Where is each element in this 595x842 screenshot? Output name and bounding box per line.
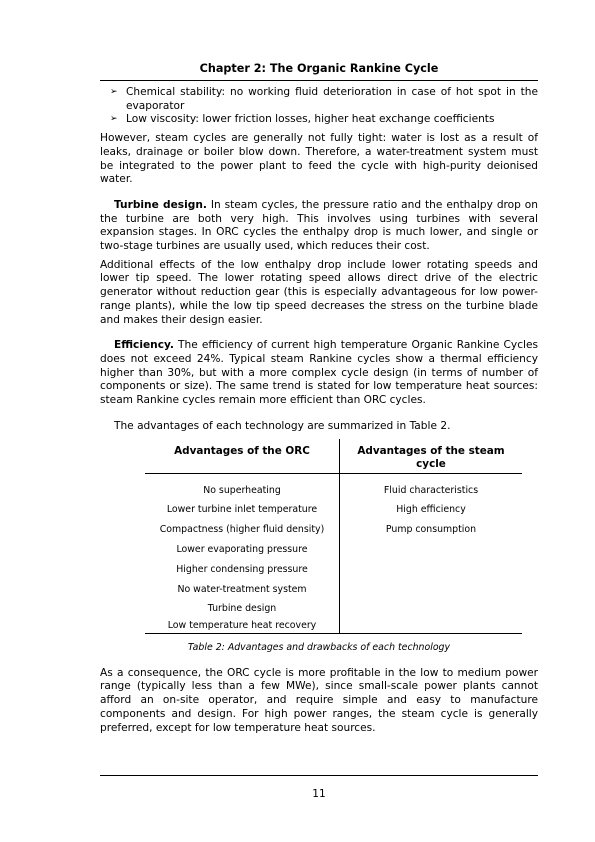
bullet-list	[100, 86, 538, 127]
chapter-header: Chapter 2: The Organic Rankine Cycle	[199, 62, 439, 75]
turbine-design-paragraph: Turbine design. In steam cycles, the pressure ratio and the enthalpy drop on the turbine are both very high. This involves using turbines with several expansion stages. In ORC cycles the enthalpy drop is much lower, and single or two-stage turbines are usually used, which reduces their cost.	[100, 198, 539, 253]
table-row: Low temperature heat recovery	[145, 619, 522, 634]
additional-effects-paragraph: Additional effects of the low enthalpy drop include lower rotating speeds and lower tip speed. The lower rotating speed allows direct drive of the electric generator without reduction gear (this is especially advantageous for low power-range plants), while the low tip speed decreases the stress on the turbine blade and makes their design easier.	[100, 258, 538, 326]
bullet-item: ➢ Chemical stability: no working fluid deterioration in case of hot spot in the evaporator	[110, 86, 538, 112]
arrow-bullet-icon: ➢	[110, 87, 118, 97]
table-row: Lower evaporating pressure	[145, 540, 522, 560]
page-number: 11	[312, 788, 326, 800]
table-caption: Table 2: Advantages and drawbacks of each technology	[187, 642, 451, 654]
summary-intro: The advantages of each technology are summarized in Table 2.	[114, 419, 451, 432]
arrow-bullet-icon: ➢	[110, 114, 118, 125]
orc-column-header: Advantages of the ORC	[145, 439, 340, 474]
page-content	[100, 86, 538, 735]
steam-cycles-paragraph: However, steam cycles are generally not fully tight: water is lost as a result of leaks, drainage or boiler blow down. Therefore, a water-treatment system must be integrated to the power plant to feed the cycle with high-purity deionised water.	[100, 132, 538, 186]
turbine-design-heading: Turbine design.	[114, 198, 207, 211]
table-row: No water-treatment system	[145, 579, 522, 599]
table-row: Turbine design	[145, 599, 522, 619]
footer-rule	[100, 775, 538, 776]
efficiency-paragraph: Efficiency. The efficiency of current high temperature Organic Rankine Cycles does not exceed 24%. Typical steam Rankine cycles show a thermal efficiency higher than 30%, but with a more complex cycle design (in terms of number of components or size). The same trend is stated for low temperature heat sources: steam Rankine cycles remain more efficient than ORC cycles.	[100, 339, 538, 407]
efficiency-heading: Efficiency.	[114, 339, 174, 352]
table-row: No superheating Fluid characteristics	[145, 474, 522, 500]
consequence-paragraph: As a consequence, the ORC cycle is more profitable in the low to medium power range (typically less than a few MWe), since small-scale power plants cannot afford an on-site operator, and require simple and easy to manufacture components and design. For high power ranges, the steam cycle is generally preferred, except for low temperature heat sources.	[100, 666, 538, 734]
header-rule	[100, 80, 538, 81]
bullet-item: ➢ Low viscosity: lower friction losses, higher heat exchange coefficients	[110, 113, 495, 126]
advantages-table	[145, 439, 522, 634]
table-row: Higher condensing pressure	[145, 560, 522, 580]
table-row: Lower turbine inlet temperature High efficiency	[145, 500, 522, 520]
table-row: Compactness (higher fluid density) Pump consumption	[145, 520, 522, 540]
steam-column-header: Advantages of the steam cycle	[340, 439, 523, 474]
